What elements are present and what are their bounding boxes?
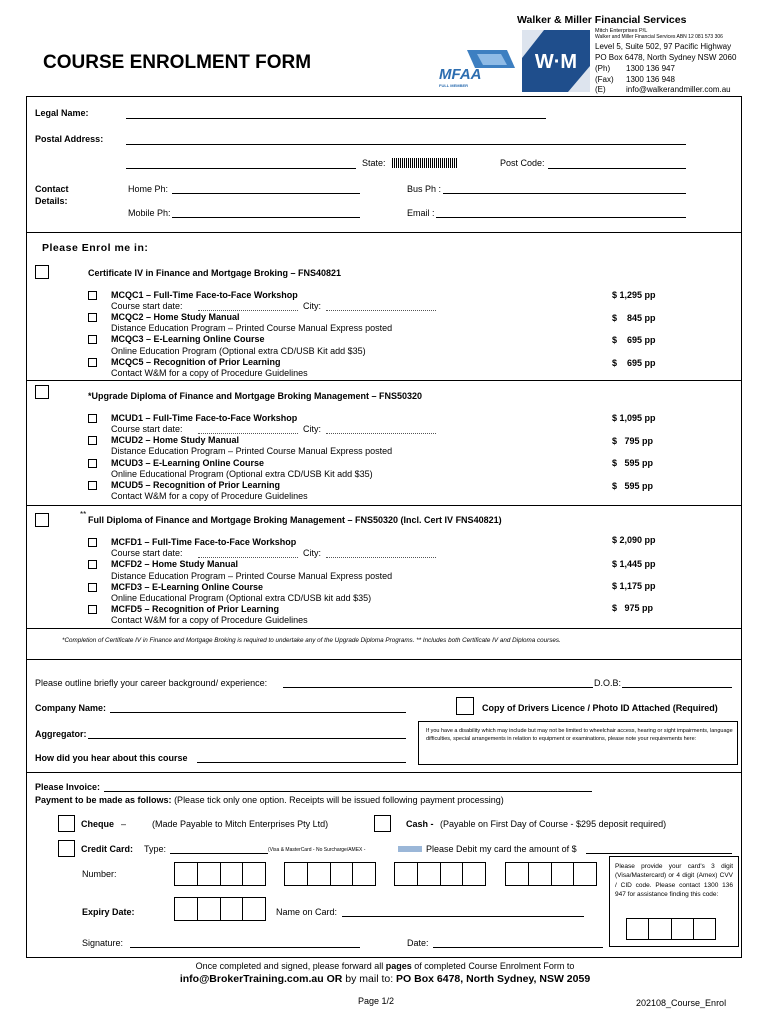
mcud3-checkbox[interactable] [88, 459, 97, 468]
cheque-note: (Made Payable to Mitch Enterprises Pty Ltd) [152, 819, 329, 829]
mcfd1-date-field[interactable] [198, 557, 298, 558]
cert4-title: Certificate IV in Finance and Mortgage Broking – FNS40821 [88, 268, 342, 278]
cash-note: (Payable on First Day of Course - $295 deposit required) [440, 819, 667, 829]
name-on-card-field[interactable] [342, 916, 584, 917]
footer-email: info@BrokerTraining.com.au [179, 973, 324, 985]
aggregator-field[interactable] [88, 738, 406, 739]
divider [26, 232, 742, 233]
phone-value: 1300 136 947 [626, 64, 675, 73]
diploma-checkbox[interactable] [35, 385, 49, 399]
footer-pages: pages [385, 961, 412, 971]
home-ph-field[interactable] [172, 193, 360, 194]
full-diploma-stars: ** [80, 510, 87, 519]
mcud2-checkbox[interactable] [88, 436, 97, 445]
type-note: (Visa & MasterCard - No Surcharge/AMEX - [268, 847, 366, 853]
enrol-footnote: *Completion of Certificate IV in Finance and Mortgage Broking is required to undertake any of the Upgrade Diploma Programs. ** Includes both Certificate IV and Diploma courses. [62, 637, 561, 644]
company-name-field[interactable] [110, 712, 406, 713]
licence-checkbox[interactable] [456, 697, 474, 715]
svg-text:W·M: W·M [534, 51, 578, 73]
credit-card-checkbox[interactable] [58, 840, 75, 857]
career-field[interactable] [283, 687, 593, 688]
mcqc3-title: MCQC3 – E-Learning Online Course [111, 334, 265, 344]
expiry-label: Expiry Date: [82, 907, 135, 917]
mcud3-title: MCUD3 – E-Learning Online Course [111, 458, 265, 468]
mcud2-title: MCUD2 – Home Study Manual [111, 435, 240, 445]
mcqc3-checkbox[interactable] [88, 335, 97, 344]
details-label: Details: [35, 196, 68, 206]
debit-note: Please Debit my card the amount of $ [426, 844, 577, 854]
mfaa-logo [437, 50, 515, 90]
postal-address-field-2[interactable] [126, 168, 356, 169]
payment-made-as: Payment to be made as follows: [35, 795, 172, 805]
email-value: info@walkerandmiller.com.au [626, 85, 731, 94]
mcud1-date-field[interactable] [198, 433, 298, 434]
dob-label: D.O.B: [594, 678, 622, 688]
card-number-group-3[interactable] [394, 862, 486, 886]
divider [26, 659, 742, 660]
disability-text: If you have a disability which may include but may not be limited to wheelchair access, hearing or sight impairments, language difficulties, special arrangements in relation to equipment or examinations, please note your requirements here: [426, 728, 733, 742]
mcqc2-sub: Distance Education Program – Printed Course Manual Express posted [111, 323, 393, 333]
mcfd1-checkbox[interactable] [88, 538, 97, 547]
payment-method-line [35, 795, 504, 805]
company-name-label: Company Name: [35, 703, 107, 713]
cheque-dash: – [121, 819, 127, 829]
mcud3-price: $ 595 pp [612, 458, 654, 468]
state-field[interactable] [392, 158, 458, 168]
type-label: Type: [144, 844, 167, 854]
expiry-field[interactable] [174, 897, 266, 921]
doc-code: 202108_Course_Enrol [636, 998, 727, 1008]
mcud1-checkbox[interactable] [88, 414, 97, 423]
cheque-label: Cheque [81, 819, 115, 829]
post-code-field[interactable] [548, 168, 686, 169]
mcud5-title: MCUD5 – Recognition of Prior Learning [111, 480, 281, 490]
invoice-label: Please Invoice: [35, 782, 101, 792]
mcqc3-price: $ 695 pp [612, 335, 656, 345]
full-diploma-checkbox[interactable] [35, 513, 49, 527]
mcfd3-checkbox[interactable] [88, 583, 97, 592]
mcfd2-sub: Distance Education Program – Printed Course Manual Express posted [111, 571, 393, 581]
post-code-label: Post Code: [500, 158, 545, 168]
mcud2-price: $ 795 pp [612, 436, 654, 446]
footer-line2 [0, 973, 770, 985]
mcfd3-title: MCFD3 – E-Learning Online Course [111, 582, 264, 592]
bus-ph-label: Bus Ph : [407, 184, 442, 194]
mcqc1-date-field[interactable] [198, 310, 298, 311]
mcud3-sub: Online Educational Program (Optional extra CD/USB Kit add $35) [111, 469, 373, 479]
bus-ph-field[interactable] [443, 193, 686, 194]
divider [26, 628, 742, 629]
mfaa-text: MFAA [439, 66, 482, 83]
page-title: COURSE ENROLMENT FORM [43, 52, 312, 73]
wm-logo [522, 30, 590, 92]
mcud1-sub: Course start date: [111, 424, 183, 434]
mcfd5-sub: Contact W&M for a copy of Procedure Guidelines [111, 615, 308, 625]
debit-amount-field[interactable] [586, 853, 732, 854]
cert4-checkbox[interactable] [35, 265, 49, 279]
amex-icon [398, 846, 422, 852]
mcfd5-price: $ 975 pp [612, 603, 654, 613]
company-micro1: Mitch Enterprises P/L [595, 28, 648, 34]
card-number-group-2[interactable] [284, 862, 376, 886]
mcfd3-sub: Online Educational Program (Optional extra CD/USB kit add $35) [111, 593, 372, 603]
email-field-label: Email : [407, 208, 435, 218]
mcfd2-price: $ 1,445 pp [612, 559, 656, 569]
number-label: Number: [82, 869, 117, 879]
mcqc5-sub: Contact W&M for a copy of Procedure Guidelines [111, 368, 308, 378]
dob-field[interactable] [622, 687, 732, 688]
mcfd2-checkbox[interactable] [88, 560, 97, 569]
footer-po-box: PO Box 6478, North Sydney, NSW 2059 [396, 973, 591, 985]
signature-label: Signature: [82, 938, 124, 948]
email-label: (E) [595, 85, 606, 94]
mcfd1-title: MCFD1 – Full-Time Face-to-Face Workshop [111, 537, 297, 547]
fax-value: 1300 136 948 [626, 75, 675, 84]
page-number: Page 1/2 [358, 996, 395, 1006]
mcqc5-price: $ 695 pp [612, 358, 656, 368]
mcfd5-checkbox[interactable] [88, 605, 97, 614]
company-name: Walker & Miller Financial Services [517, 14, 687, 26]
postal-address-label: Postal Address: [35, 134, 104, 144]
mcqc2-checkbox[interactable] [88, 313, 97, 322]
aggregator-label: Aggregator: [35, 729, 87, 739]
email-field[interactable] [436, 217, 686, 218]
contact-label: Contact [35, 184, 69, 194]
company-micro2: Walker and Miller Financial Services ABN 12 081 573 306 [595, 34, 723, 40]
licence-label: Copy of Drivers Licence / Photo ID Attached (Required) [482, 703, 718, 713]
mcqc5-checkbox[interactable] [88, 358, 97, 367]
mcfd1-price: $ 2,090 pp [612, 535, 656, 545]
company-address2: PO Box 6478, North Sydney NSW 2060 [595, 53, 737, 62]
divider [26, 772, 742, 773]
name-on-card-label: Name on Card: [276, 907, 338, 917]
mcqc3-sub: Online Education Program (Optional extra CD/USB Kit add $35) [111, 346, 366, 356]
state-label: State: [362, 158, 386, 168]
cvv-field[interactable] [626, 918, 716, 940]
footer-mail-label: by mail to: [345, 973, 397, 985]
mcud1-city-field[interactable] [326, 433, 436, 434]
date-label: Date: [407, 938, 429, 948]
cvv-instructions: Please provide your card's 3 digit (Visa/Mastercard) or 4 digit (Amex) CVV / CID code. Please contact 1300 136 947 for assistance finding this code: [615, 863, 733, 899]
signature-field[interactable] [130, 947, 360, 948]
mcqc1-city: City: [303, 301, 321, 311]
mcud5-checkbox[interactable] [88, 481, 97, 490]
fax-label: (Fax) [595, 75, 614, 84]
diploma-title: *Upgrade Diploma of Finance and Mortgage Broking Management – FNS50320 [88, 391, 423, 401]
mcfd2-title: MCFD2 – Home Study Manual [111, 559, 239, 569]
mobile-ph-field[interactable] [172, 217, 360, 218]
mcqc1-price: $ 1,295 pp [612, 290, 656, 300]
hear-field[interactable] [197, 762, 406, 763]
mcud5-price: $ 595 pp [612, 481, 654, 491]
card-type-field[interactable] [170, 853, 268, 854]
legal-name-field[interactable] [126, 118, 546, 119]
card-number-group-4[interactable] [505, 862, 597, 886]
cheque-checkbox[interactable] [58, 815, 75, 832]
date-field[interactable] [433, 947, 603, 948]
mcqc1-sub: Course start date: [111, 301, 183, 311]
mfaa-sub: FULL MEMBER [439, 83, 469, 88]
full-diploma-title: Full Diploma of Finance and Mortgage Broking Management – FNS50320 (Incl. Cert IV FNS40821) [88, 515, 502, 525]
home-ph-label: Home Ph: [128, 184, 169, 194]
payment-note: (Please tick only one option. Receipts will be issued following payment processing) [174, 795, 504, 805]
mobile-ph-label: Mobile Ph: [128, 208, 171, 218]
career-label: Please outline briefly your career background/ experience: [35, 678, 268, 688]
cash-label: Cash - [406, 819, 434, 829]
footer-text-c: of completed Course Enrolment Form to [411, 961, 575, 971]
mcfd1-sub: Course start date: [111, 548, 183, 558]
mcqc2-title: MCQC2 – Home Study Manual [111, 312, 240, 322]
mcqc2-price: $ 845 pp [612, 313, 656, 323]
phone-label: (Ph) [595, 64, 611, 73]
footer-or: OR [323, 973, 346, 985]
mcud1-city: City: [303, 424, 321, 434]
mcfd3-price: $ 1,175 pp [612, 581, 656, 591]
mcqc1-title: MCQC1 – Full-Time Face-to-Face Workshop [111, 290, 298, 300]
mcud2-sub: Distance Education Program – Printed Course Manual Express posted [111, 446, 393, 456]
mcqc1-checkbox[interactable] [88, 291, 97, 300]
mcud1-price: $ 1,095 pp [612, 413, 656, 423]
credit-card-label: Credit Card: [81, 844, 134, 854]
footer-text-a: Once completed and signed, please forward all [195, 961, 386, 971]
mcud1-title: MCUD1 – Full-Time Face-to-Face Workshop [111, 413, 298, 423]
mcfd1-city-field[interactable] [326, 557, 436, 558]
cash-checkbox[interactable] [374, 815, 391, 832]
postal-address-field[interactable] [126, 144, 686, 145]
mcfd1-city: City: [303, 548, 321, 558]
mcud5-sub: Contact W&M for a copy of Procedure Guidelines [111, 491, 308, 501]
divider [26, 380, 742, 381]
divider [26, 505, 742, 506]
mcfd5-title: MCFD5 – Recognition of Prior Learning [111, 604, 280, 614]
invoice-field[interactable] [104, 791, 592, 792]
company-address1: Level 5, Suite 502, 97 Pacific Highway [595, 42, 732, 51]
hear-label: How did you hear about this course [35, 753, 188, 763]
card-number-group-1[interactable] [174, 862, 266, 886]
mcqc5-title: MCQC5 – Recognition of Prior Learning [111, 357, 281, 367]
footer-line1 [0, 961, 770, 971]
enrol-heading: Please Enrol me in: [42, 242, 149, 254]
mcqc1-city-field[interactable] [326, 310, 436, 311]
legal-name-label: Legal Name: [35, 108, 89, 118]
